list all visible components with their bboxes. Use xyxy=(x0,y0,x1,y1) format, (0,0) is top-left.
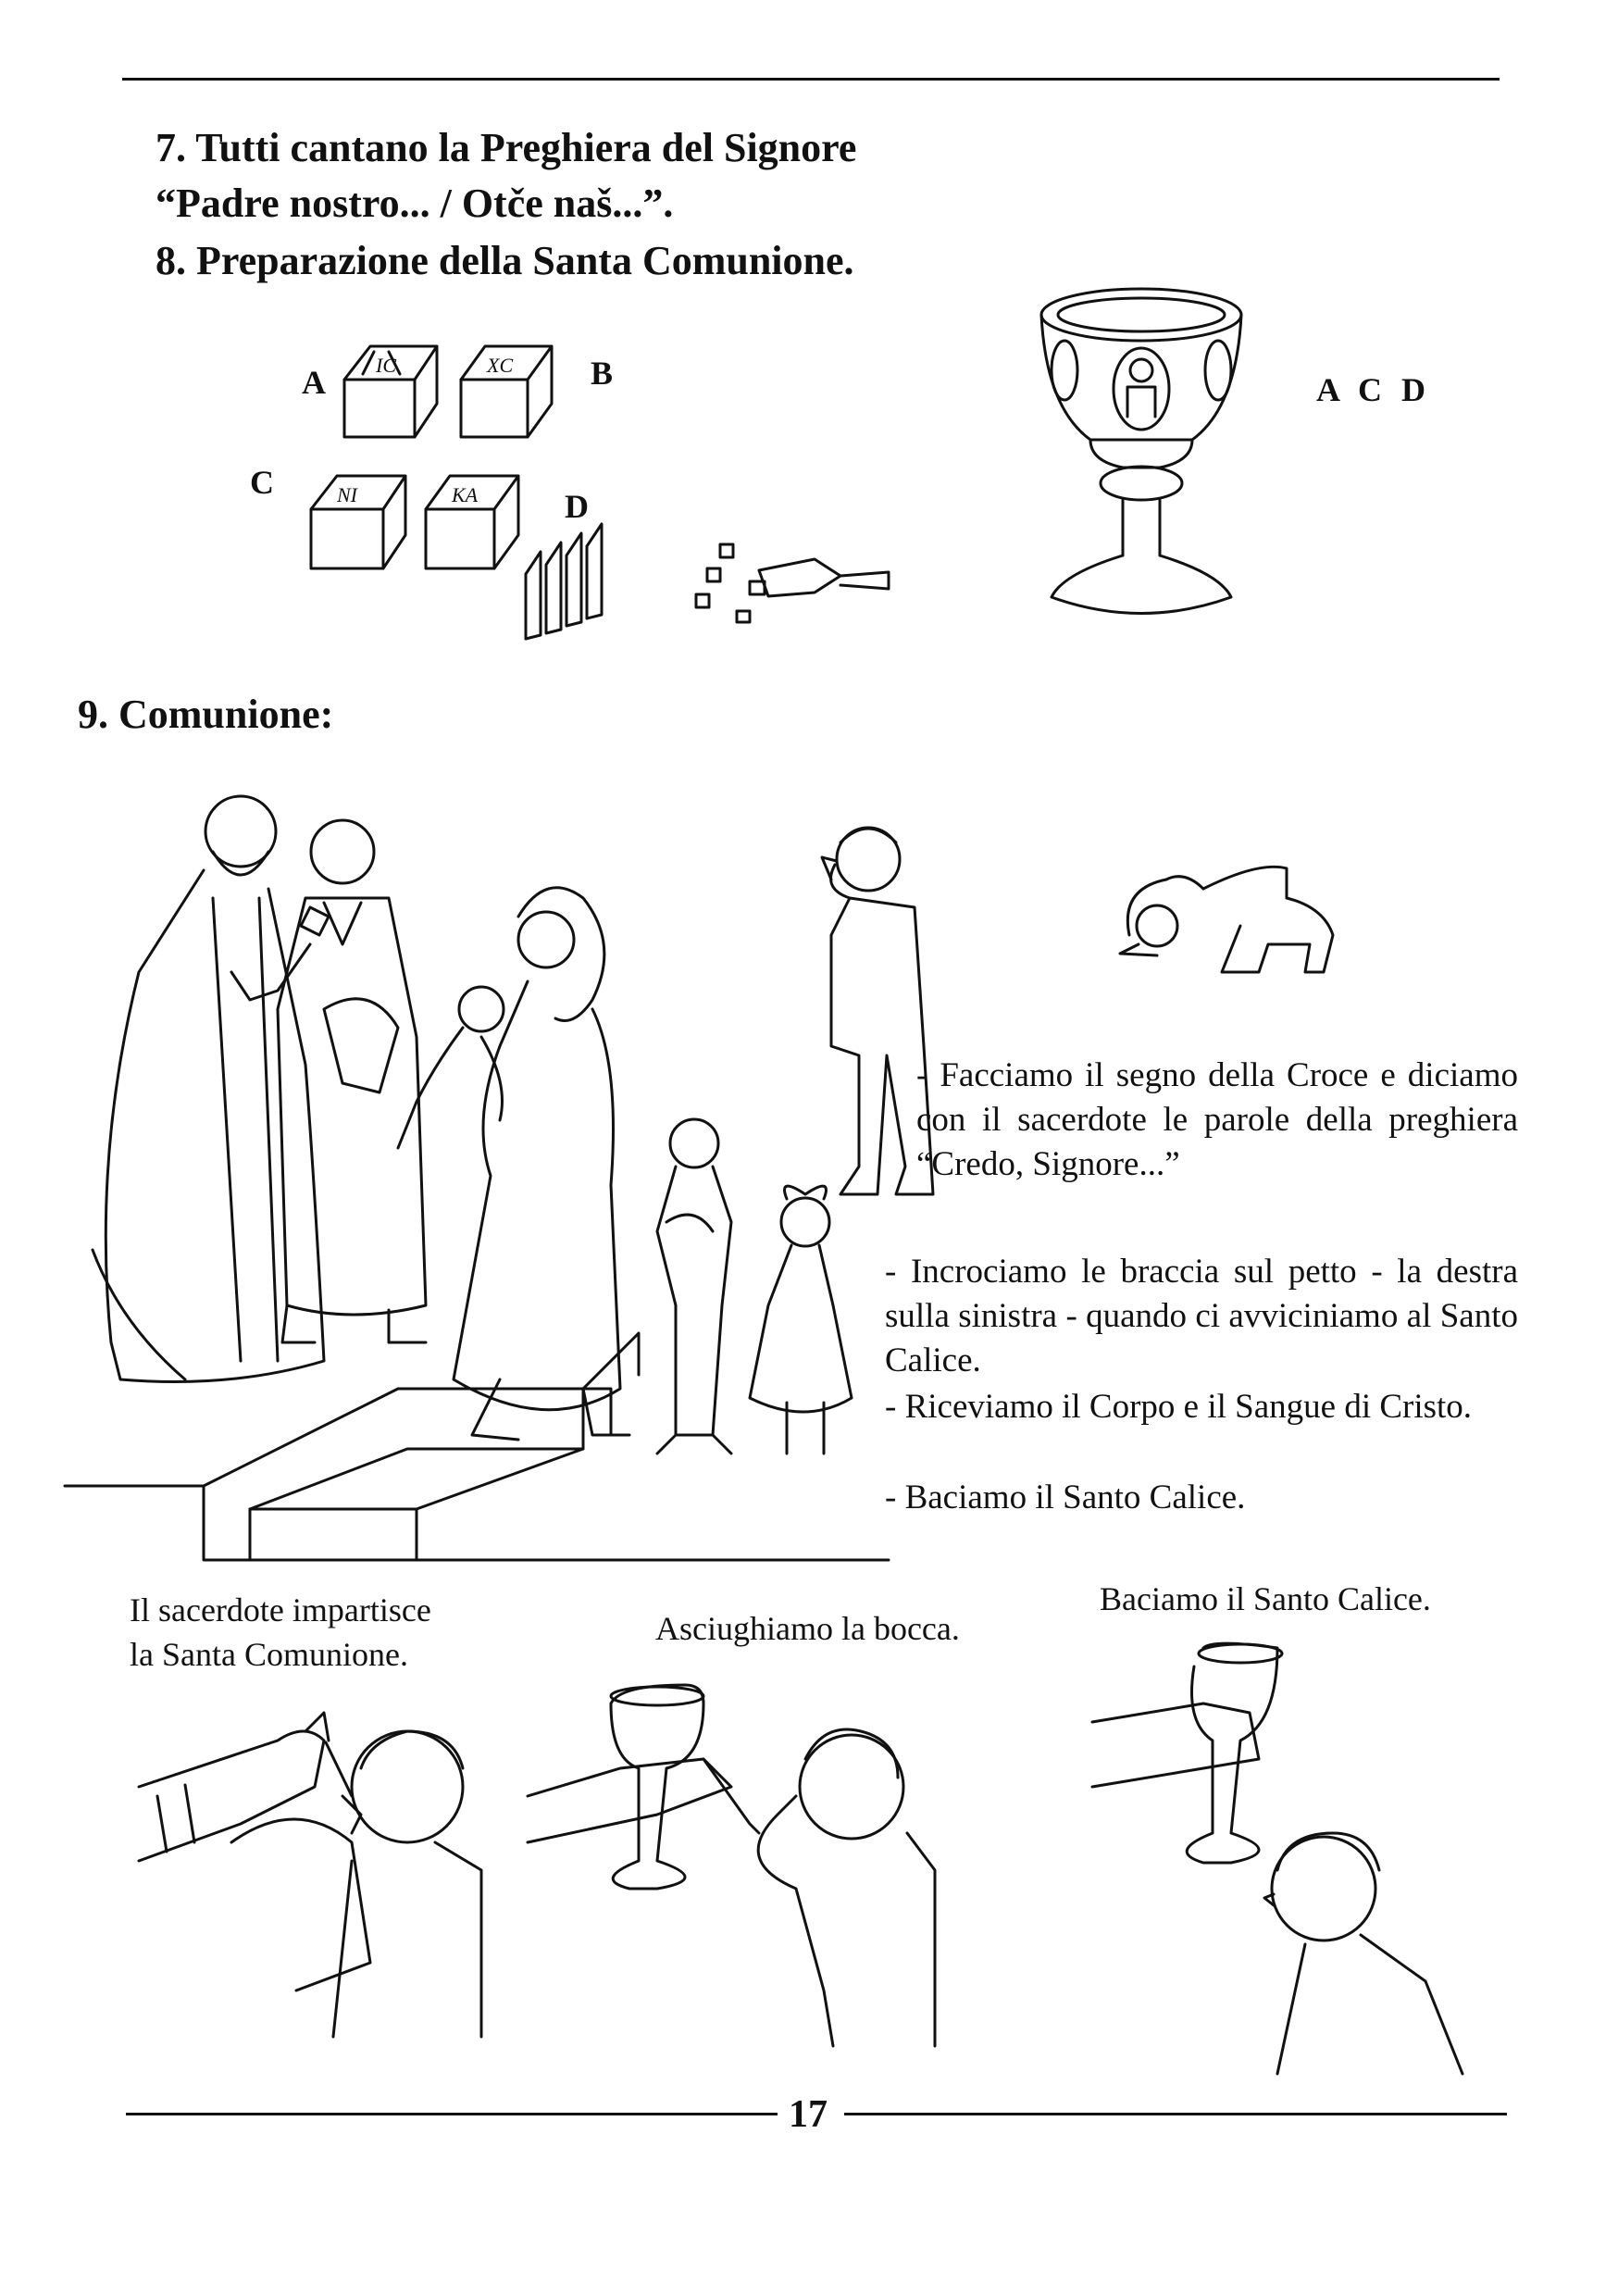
seal-d-text: KA xyxy=(452,483,479,506)
boy-figure xyxy=(657,1119,731,1454)
section-7-heading-line1: 7. Tutti cantano la Preghiera del Signore xyxy=(156,125,857,170)
footer-rule-right xyxy=(844,2113,1507,2115)
top-rule xyxy=(122,78,1500,81)
seal-c-text: NI xyxy=(337,483,357,506)
prosphora-cubes-illustration xyxy=(296,333,907,648)
section-9-heading: 9. Comunione: xyxy=(78,692,334,737)
altar-steps-illustration xyxy=(65,1333,889,1560)
priest-figure xyxy=(93,796,329,1382)
caption-kiss-chalice: Baciamo il Santo Calice. xyxy=(1100,1580,1431,1617)
mother-with-baby-figure xyxy=(398,888,629,1440)
prostration-illustration xyxy=(1101,852,1351,981)
instruction-receive: - Riceviamo il Corpo e il Sangue di Cristo. xyxy=(885,1388,1473,1426)
section-8-heading: 8. Preparazione della Santa Comunione. xyxy=(156,238,854,283)
wiping-mouth-illustration xyxy=(518,1685,944,2055)
kissing-chalice-illustration xyxy=(1092,1648,1500,2083)
cube-c-illustration xyxy=(311,476,405,568)
section-7-heading-line2: “Padre nostro... / Otče naš...”. xyxy=(156,181,674,226)
particles-and-spear-illustration xyxy=(696,544,889,622)
chalice-illustration xyxy=(1035,278,1248,620)
receiving-communion-illustration xyxy=(130,1685,500,2055)
seal-a-text: IC xyxy=(376,354,396,377)
page-number: 17 xyxy=(789,2093,828,2136)
girl-figure xyxy=(750,1186,852,1454)
label-c: C xyxy=(250,464,274,501)
instruction-sign-of-cross: - Facciamo il segno della Croce e diciamo con il sacerdote le parole della preghiera “Credo, Signore...” xyxy=(916,1056,1518,1183)
caption-priest-gives-communion-line1: Il sacerdote impartisce xyxy=(130,1591,431,1628)
caption-priest-gives-communion-line2: la Santa Comunione. xyxy=(130,1636,408,1673)
deacon-figure xyxy=(278,820,426,1342)
instruction-cross-arms: - Incrociamo le braccia sul petto - la destra sulla sinistra - quando ci avviciniamo al Santo Calice. xyxy=(885,1253,1518,1379)
label-b: B xyxy=(591,355,614,392)
instruction-kiss-chalice: - Baciamo il Santo Calice. xyxy=(885,1479,1246,1516)
sliced-prosphora-illustration xyxy=(526,524,602,639)
label-a: A xyxy=(302,364,326,401)
seal-b-text: XC xyxy=(487,354,514,377)
label-d: D xyxy=(565,488,589,525)
communion-scene-illustration xyxy=(65,787,889,1574)
footer-rule-left xyxy=(126,2113,778,2115)
caption-wipe-mouth: Asciughiamo la bocca. xyxy=(655,1610,960,1647)
chalice-letters: A C D xyxy=(1316,371,1432,408)
